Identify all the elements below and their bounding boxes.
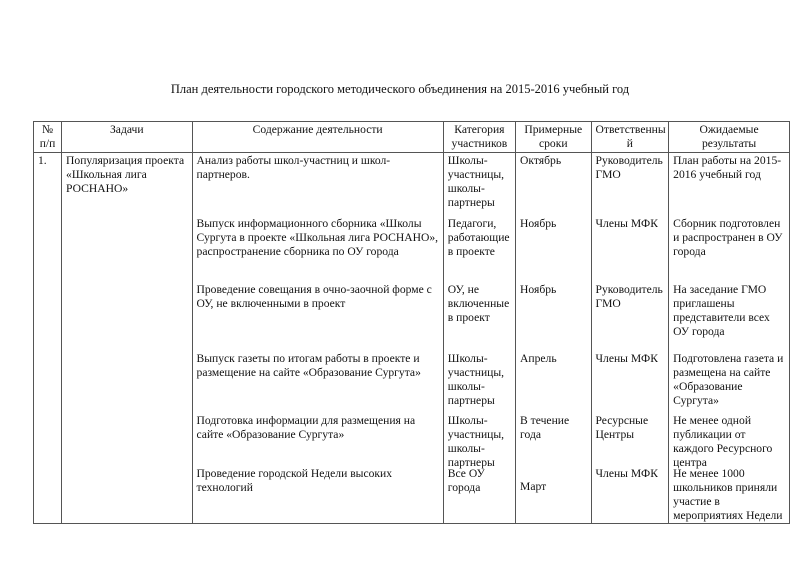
participants-item: ОУ, не включенные в проект [447,283,510,324]
dates-item: В течение года [520,414,570,441]
cell-responsible [591,153,669,524]
participants-item: Школы-участницы, школы-партнеры [447,154,505,209]
dates-item: Ноябрь [520,217,557,230]
content-item: Подготовка информации для размещения на сайте «Образование Сургута» [196,414,416,441]
header-content: Содержание деятельности [192,122,443,153]
participants-item: Педагоги, работающие в проекте [447,217,510,258]
header-responsible: Ответственны й [591,122,669,153]
responsible-item: Руководитель ГМО [595,283,663,310]
header-results: Ожидаемые результаты [669,122,790,153]
plan-table [33,121,790,524]
cell-dates [516,153,591,524]
cell-participants [443,153,515,524]
content-item: Анализ работы школ-участниц и школ-партнеров. [196,154,391,181]
results-item: Не менее одной публикации от каждого Ресурсного центра [673,414,773,469]
responsible-item: Члены МФК [595,217,658,230]
responsible-item: Ресурсные Центры [595,414,649,441]
participants-item: Школы-участницы, школы-партнеры [447,352,505,407]
dates-item: Апрель [520,352,557,365]
results-item: На заседание ГМО приглашены представители всех ОУ города [673,283,770,338]
header-number: № п/п [34,122,62,153]
header-dates: Примерные сроки [516,122,591,153]
responsible-item: Члены МФК [595,467,658,480]
table-header-row [34,122,790,153]
results-item: План работы на 2015-2016 учебный год [673,154,782,181]
results-item: Не менее 1000 школьников приняли участие в мероприятиях Недели [673,467,783,522]
results-item: Сборник подготовлен и распространен в ОУ города [673,217,783,258]
participants-item: Все ОУ города [447,467,485,494]
row-task: Популяризация проекта «Школьная лига РОСНАНО» [62,153,192,524]
cell-content [192,153,443,524]
responsible-item: Руководитель ГМО [595,154,663,181]
content-item: Выпуск информационного сборника «Школы Сургута в проекте «Школьная лига РОСНАНО», распространение сборника по ОУ города [196,217,439,258]
dates-item: Март [520,480,547,493]
content-item: Выпуск газеты по итогам работы в проекте и размещение на сайте «Образование Сургута» [196,352,421,379]
results-item: Подготовлена газета и размещена на сайте «Образование Сургута» [673,352,784,407]
header-tasks: Задачи [62,122,192,153]
content-item: Проведение совещания в очно-заочной форме с ОУ, не включенными в проект [196,283,432,310]
participants-item: Школы-участницы, школы-партнеры [447,414,505,469]
responsible-item: Члены МФК [595,352,658,365]
cell-results [669,153,790,524]
header-participants: Категория участников [443,122,515,153]
row-number: 1. [34,153,62,524]
dates-item: Ноябрь [520,283,557,296]
dates-item: Октябрь [520,154,562,167]
table-row [34,153,790,524]
content-item: Проведение городской Недели высоких технологий [196,467,393,494]
document-title: План деятельности городского методического объединения на 2015-2016 учебный год [170,82,630,96]
